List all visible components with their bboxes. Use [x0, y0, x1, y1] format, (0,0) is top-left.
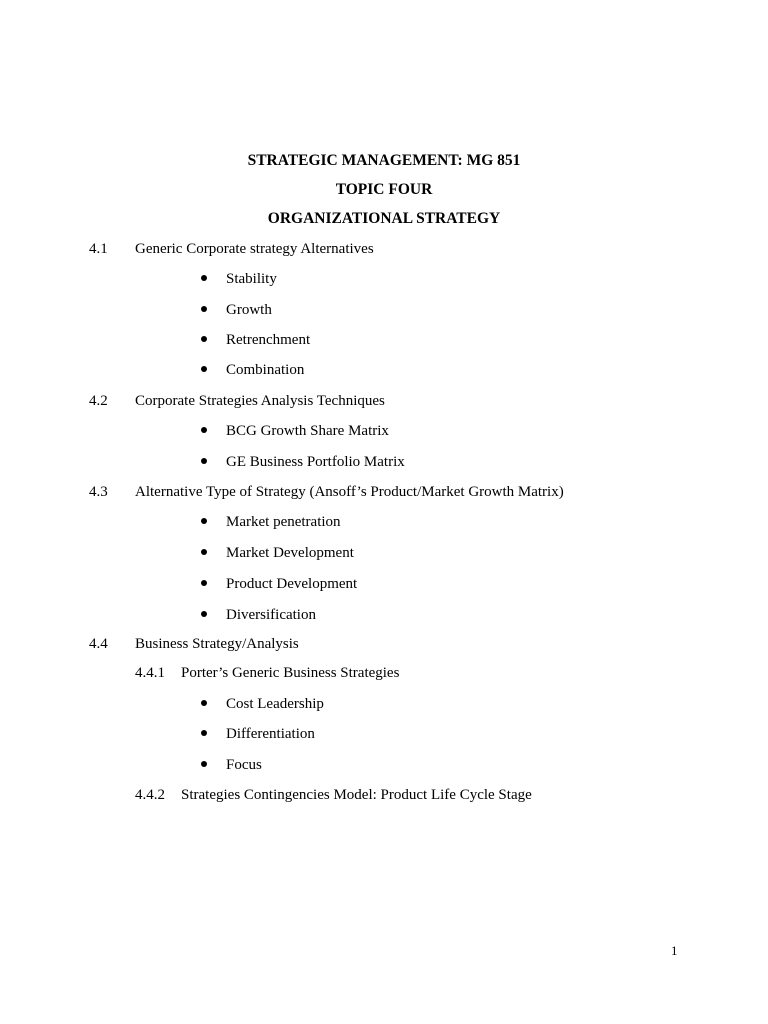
bullet-marker	[201, 512, 207, 532]
bullet-marker	[201, 452, 207, 472]
subsection-number: 4.4.2	[135, 787, 165, 803]
bullet-marker	[201, 269, 207, 289]
bullet-marker	[201, 724, 207, 744]
section-title: Business Strategy/Analysis	[135, 636, 299, 652]
subsection-title: Porter’s Generic Business Strategies	[181, 665, 400, 681]
section-title: Generic Corporate strategy Alternatives	[135, 241, 374, 257]
document-title: STRATEGIC MANAGEMENT: MG 851	[247, 152, 521, 169]
section-heading: ORGANIZATIONAL STRATEGY	[267, 210, 501, 227]
section-number: 4.4	[89, 636, 108, 652]
bullet-item: GE Business Portfolio Matrix	[226, 454, 405, 470]
bullet-marker	[201, 755, 207, 775]
bullet-marker	[201, 300, 207, 320]
bullet-item: Retrenchment	[226, 332, 311, 348]
section-title: Alternative Type of Strategy (Ansoff’s Product/Market Growth Matrix)	[135, 484, 564, 500]
page-number: 1	[671, 943, 678, 958]
section-number: 4.1	[89, 241, 108, 257]
bullet-item: Diversification	[226, 607, 316, 623]
bullet-marker	[201, 543, 207, 563]
bullet-item: Stability	[226, 271, 277, 287]
bullet-item: Combination	[226, 362, 305, 378]
section-title: Corporate Strategies Analysis Techniques	[135, 393, 385, 409]
bullet-marker	[201, 694, 207, 714]
section-number: 4.3	[89, 484, 108, 500]
section-number: 4.2	[89, 393, 108, 409]
bullet-item: Market Development	[226, 545, 354, 561]
bullet-item: Market penetration	[226, 514, 341, 530]
bullet-marker	[201, 360, 207, 380]
bullet-item: Differentiation	[226, 726, 315, 742]
bullet-item: BCG Growth Share Matrix	[226, 423, 389, 439]
bullet-marker	[201, 574, 207, 594]
bullet-marker	[201, 605, 207, 625]
topic-heading: TOPIC FOUR	[335, 181, 433, 198]
bullet-item: Product Development	[226, 576, 358, 592]
bullet-marker	[201, 330, 207, 350]
subsection-number: 4.4.1	[135, 665, 165, 681]
subsection-title: Strategies Contingencies Model: Product Life Cycle Stage	[181, 787, 532, 803]
bullet-marker	[201, 421, 207, 441]
bullet-item: Cost Leadership	[226, 696, 324, 712]
bullet-item: Focus	[226, 757, 262, 773]
bullet-item: Growth	[226, 302, 272, 318]
